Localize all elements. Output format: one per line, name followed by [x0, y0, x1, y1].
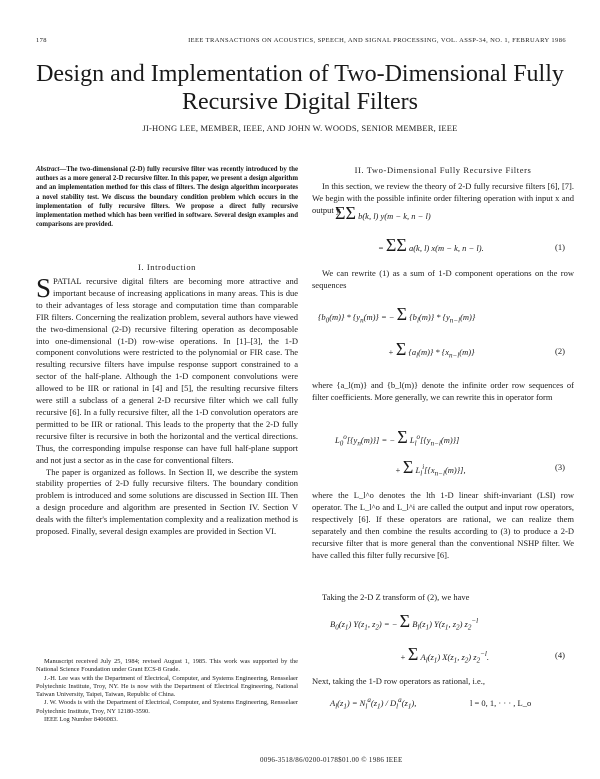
section-2-paragraph-2: We can rewrite (1) as a sum of 1-D component operations on the row sequences: [312, 268, 574, 290]
section-2-paragraph-1: In this section, we review the theory of 2-D fully recursive filters [6], [7]. We begin with the possible infinite order filtering operation with input x and output y: [312, 181, 574, 215]
equation-2-line-2: + Σ $\{a_l(m)\} * \{x_{n-l}(m)\}$: [388, 339, 475, 360]
drop-cap: S: [36, 273, 52, 303]
equation-1-line-1: ΣΣ b(k, l) y(m − k, n − l): [335, 203, 431, 223]
footnote-author-2: J. W. Woods is with the Department of Electrical, Computer, and Systems Engineering, Rensselaer Polytechnic Institute, Troy, NY 12180-3590.: [36, 699, 298, 715]
intro-paragraph-2: The paper is organized as follows. In Section II, we describe the system stability properties of 2-D fully recursive filters. The boundary condition problem is introduced and some solutions are discussed in Section III. Then a design procedure and algorithm are presented in Section IV. Section V deals with the filter's implementation complexity and a realization method is proposed. Finally, several design examples are provided in Section VI.: [36, 466, 298, 537]
journal-line: IEEE TRANSACTIONS ON ACOUSTICS, SPEECH, AND SIGNAL PROCESSING, VOL. ASSP-34, NO. 1, FEBRUARY 1986: [188, 37, 566, 44]
section-2-paragraph-4: where the L_l^o denotes the lth 1-D linear shift-invariant (LSI) row operator. The L_l^o and L_l^i are called the output and input row operators, respectively [6]. If these operators are rational, we can realize them separately and then combine the results according to (3) to produce a 2-D recursive filter that is more general than the conventional NSHP filter. We have called this filter fully recursive [6].: [312, 490, 574, 560]
equation-4-line-1: $B_0(z_1)$ $Y(z_1$, $z_2$) = − Σ $B_l(z_1)$ $Y(z_1$, $z_2$) $z_2^{-l}$: [330, 611, 479, 632]
equation-3-number: (3): [555, 462, 565, 472]
equation-3-line-2: + Σ $L_l^i[\{x_{n-l}(m)\}]$,: [395, 457, 466, 478]
footnote-received: Manuscript received July 25, 1984; revised August 1, 1985. This work was supported by the National Science Foundation under Grant ECS-8 Grade.: [36, 658, 298, 674]
equation-4-line-2: + Σ $A_l(z_1)$ $X(z_1$, $z_2$) $z_2^{-l}$.: [400, 644, 489, 665]
title-line-1: Design and Implementation of Two-Dimensional Fully: [36, 61, 564, 87]
title-line-2: Recursive Digital Filters: [182, 89, 418, 115]
page-number: 178: [36, 37, 47, 44]
equation-5-partial: $A_l(z_1) = N_l^a(z_1) / D_l^a(z_1)$,: [330, 696, 417, 711]
author-line: JI-HONG LEE, MEMBER, IEEE, AND JOHN W. WOODS, SENIOR MEMBER, IEEE: [142, 123, 458, 133]
equation-2-line-1: $\{b_0(m)\} * \{y_n(m)\}$ = − Σ $\{b_l(m)\} * \{y_{n-l}(m)\}$: [318, 304, 476, 325]
section-2-paragraph-3: where {a_l(m)} and {b_l(m)} denote the infinite order row sequences of filter coefficients. More generally, we can rewrite this in operator form: [312, 380, 574, 402]
section-1-heading: I. Introduction: [137, 262, 197, 272]
abstract-text: —The two-dimensional (2-D) fully recursive filter was recently introduced by the authors as a more general 2-D recursive filter. In this paper, we present a design algorithm and an implementation method for this class of filters. The design algorithm incorporates a novel stability test. We discuss the boundary condition problem which occurs in the implementation of fully recursive filters. We propose a direct fully recursive implementation method which has been verified in software. Several design examples and comparisons are provided.: [36, 166, 298, 229]
section-2-heading: II. Two-Dimensional Fully Recursive Filters: [354, 165, 532, 175]
section-2-paragraph-5: Taking the 2-D Z transform of (2), we have: [322, 592, 470, 602]
footnotes: [36, 658, 298, 724]
section-1-body: [36, 273, 298, 538]
equation-3-line-1: $L_0^o[\{y_n(m)\}]$ = − Σ $L_l^o[\{y_{n-l}(m)\}]$: [335, 427, 460, 448]
section-2-paragraph-6: Next, taking the 1-D row operators as rational, i.e.,: [312, 676, 486, 686]
equation-2-number: (2): [555, 346, 565, 356]
abstract: [36, 165, 298, 229]
equation-1-line-2: = ΣΣ a(k, l) x(m − k, n − l).: [378, 235, 484, 255]
equation-5-index-range: l = 0, 1, · · · , L_o: [470, 698, 532, 708]
page-footer: 0096-3518/86/0200-0178$01.00 © 1986 IEEE: [260, 756, 403, 764]
footnote-log: IEEE Log Number 8406083.: [44, 716, 118, 724]
footnote-author-1: J.-H. Lee was with the Department of Electrical, Computer, and Systems Engineering, Rensselaer Polytechnic Institute, Troy, NY. He is now with the Department of Electrical Engineering, National Taiwan University, Taipei, Taiwan, Republic of China.: [36, 674, 298, 699]
paper-title: [20, 60, 580, 116]
running-head: [36, 37, 566, 44]
abstract-label: Abstract: [36, 166, 60, 173]
equation-4-number: (4): [555, 650, 565, 660]
intro-paragraph-1: PATIAL recursive digital filters are becoming more attractive and important because of increasing applications in many areas. This is due to their advantages of less storage and computation time than comparable FIR filters. Concerning the realization problem, several authors have viewed the two-dimensional (2-D) recursive filtering operation as decomposable into one-dimensional (1-D) row-wise operations. In [1]–[3], the 1-D component convolutions were restricted to the polynomial or FIR case. The resulting recursive filters have impulse response support constrained to a sector of the half-plane. Although the 1-D component convolutions were allowed to be IIR or rational in [4] and [5], the resulting recursive filters were still a subclass of a general 2-D recursive filter which we call fully recursive [6]. In a fully recursive filter, all the 1-D convolution operators are permitted to be IIR or rational. This leads to the property that the 2-D fully recursive filter is recursive in both the horizontal and the vertical directions. Thus, the corresponding impulse response can have full half-plane support and not just a sector as in the case for conventional filters.: [36, 276, 298, 465]
equation-1-number: (1): [555, 242, 565, 252]
